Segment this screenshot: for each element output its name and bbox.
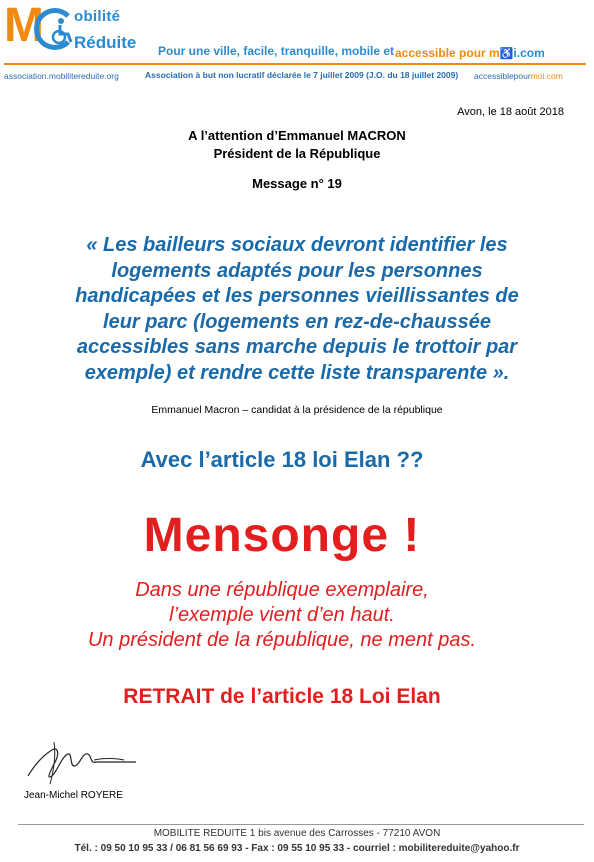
logo-reduite-text: Réduite <box>74 33 137 52</box>
letter-date: Avon, le 18 août 2018 <box>457 106 564 118</box>
signature-image <box>24 736 144 792</box>
slogan-domain: i.com <box>513 46 545 60</box>
association-logo <box>4 2 149 64</box>
slogan: Pour une ville, facile, tranquille, mobile et <box>158 44 395 58</box>
quote-attribution: Emmanuel Macron – candidat à la présidence de la république <box>151 404 443 416</box>
message-number: Message n° 19 <box>252 176 342 191</box>
recipient-line-2: Président de la République <box>213 146 381 161</box>
italic-line: l’exemple vient d’en haut. <box>169 604 395 626</box>
header-divider <box>4 63 586 65</box>
site-right-suffix: moi.com <box>530 71 563 81</box>
wheelchair-icon <box>46 16 76 46</box>
quote-line: accessibles sans marche depuis le trottoir par <box>76 336 518 358</box>
italic-line: Dans une république exemplaire, <box>135 579 429 601</box>
wheelchair-inline-icon: ♿ <box>499 48 514 60</box>
slogan-accessible-text: accessible pour m <box>395 46 500 60</box>
headline: Mensonge ! <box>143 509 421 562</box>
quote-line: leur parc (logements en rez-de-chaussée <box>103 310 491 333</box>
slogan-accessible <box>395 46 545 60</box>
logo-obilite-text: obilité <box>74 8 121 25</box>
footer-contact: Tél. : 09 50 10 95 33 / 06 81 56 69 93 - Fax : 09 55 10 95 33 - courriel : mobilitereduite@yahoo.fr <box>74 843 520 854</box>
quote-line: « Les bailleurs sociaux devront identifier les <box>86 234 508 256</box>
italic-statement <box>0 578 564 653</box>
quote-block <box>30 233 564 386</box>
italic-line: Un président de la république, ne ment pas. <box>87 629 477 651</box>
signer-name: Jean-Michel ROYERE <box>24 790 123 801</box>
quote-line: logements adaptés pour les personnes <box>111 259 483 282</box>
quote-line: exemple) et rendre cette liste transparente ». <box>84 361 510 384</box>
demand-heading: RETRAIT de l’article 18 Loi Elan <box>123 685 441 708</box>
site-right-link[interactable] <box>474 71 563 81</box>
logo-letter-m: M <box>4 0 44 52</box>
association-note: Association à but non lucratif déclarée le 7 juillet 2009 (J.O. du 18 juillet 2009) <box>145 70 459 80</box>
recipient-line-1: A l’attention d’Emmanuel MACRON <box>188 128 406 143</box>
footer-divider <box>18 824 584 825</box>
website-link[interactable]: association.mobilitereduite.org <box>4 71 119 81</box>
site-right-prefix: accessiblepour <box>474 71 531 81</box>
question-heading: Avec l’article 18 loi Elan ?? <box>140 447 424 472</box>
footer-address: MOBILITE REDUITE 1 bis avenue des Carrosses - 77210 AVON <box>153 828 441 839</box>
quote-line: handicapées et les personnes vieillissantes de <box>75 285 519 307</box>
